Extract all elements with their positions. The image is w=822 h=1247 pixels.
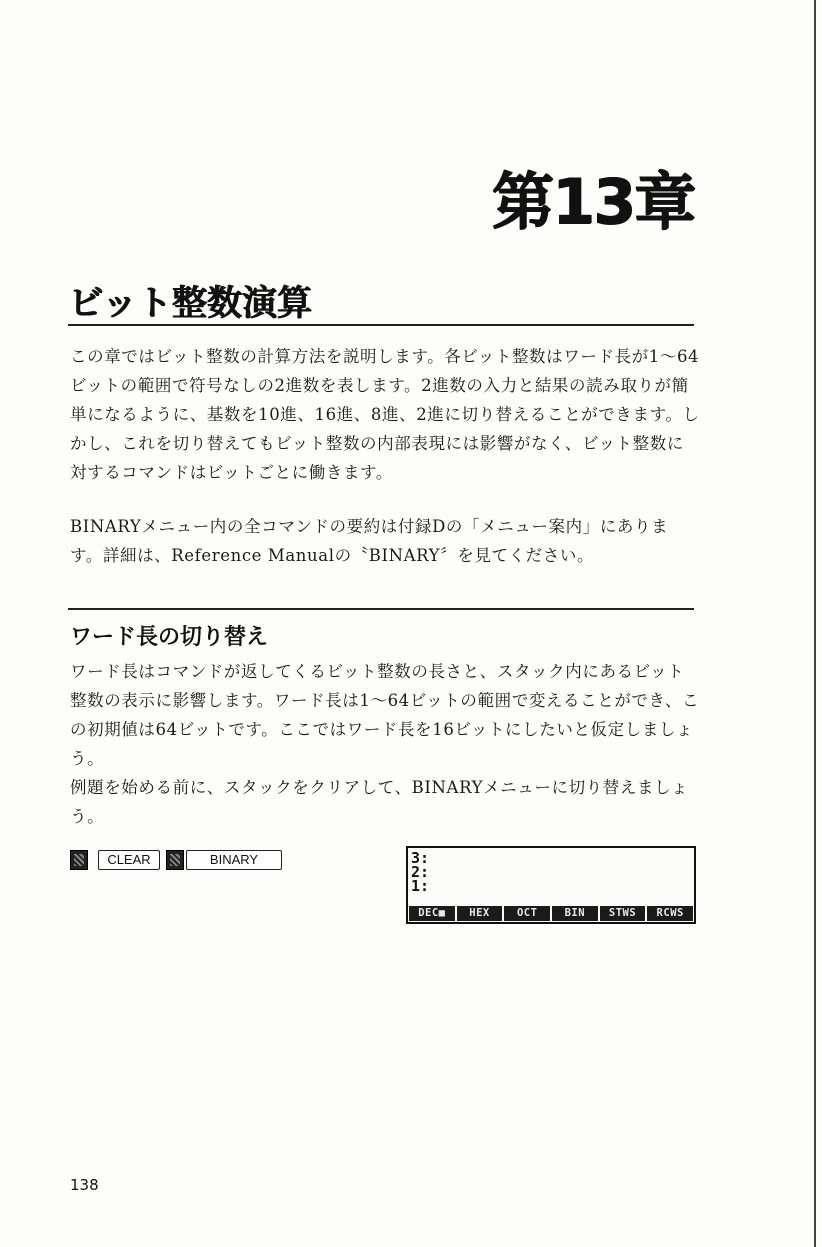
menu-dec: DEC■ [409, 906, 455, 921]
reference-paragraph: BINARYメニュー内の全コマンドの要約は付録Dの「メニュー案内」にあります。詳細は、Reference Manualの〝BINARY〞を見てください。 [70, 517, 669, 565]
stack-level-1: 1: [411, 877, 430, 895]
left-shift-key-icon [70, 850, 88, 870]
menu-stws: STWS [600, 906, 646, 921]
menu-hex: HEX [457, 906, 503, 921]
section-title: ビット整数演算 [68, 284, 312, 324]
binary-key: BINARY [186, 850, 282, 870]
wordsize-paragraph: ワード長はコマンドが返してくるビット整数の長さと、スタック内にあるビット整数の表示に影響します。ワード長は1～64ビットの範囲で変えることができ、この初期値は64ビットです。ここではワード長を16ビットにしたいと仮定しましょう。 例題を始める前に、スタックをクリアして、BINARYメニューに切り替えましょう。 [70, 662, 700, 826]
subsection-rule [68, 608, 694, 610]
subsection-title: ワード長の切り替え [70, 625, 269, 650]
clear-key: CLEAR [98, 850, 160, 870]
menu-bin: BIN [552, 906, 598, 921]
menu-bar [409, 906, 693, 921]
menu-rcws: RCWS [647, 906, 693, 921]
stack-level-2: 2: [411, 863, 430, 881]
page-edge-line [814, 0, 816, 1247]
intro-paragraph: この章ではビット整数の計算方法を説明します。各ビット整数はワード長が1～64ビットの範囲で符号なしの2進数を表します。2進数の入力と結果の読み取りが簡単になるように、基数を10進、16進、8進、2進に切り替えることができます。しかし、これを切り替えてもビット整数の内部表現には影響がなく、ビット整数に対するコマンドはビットごとに働きます。 [70, 347, 700, 482]
calculator-display [406, 846, 696, 924]
page-number: 138 [70, 1176, 99, 1194]
menu-oct: OCT [504, 906, 550, 921]
chapter-title: 第13章 [491, 165, 694, 238]
stack-level-3: 3: [411, 849, 430, 867]
left-shift-key-icon [166, 850, 184, 870]
section-rule [68, 324, 694, 326]
